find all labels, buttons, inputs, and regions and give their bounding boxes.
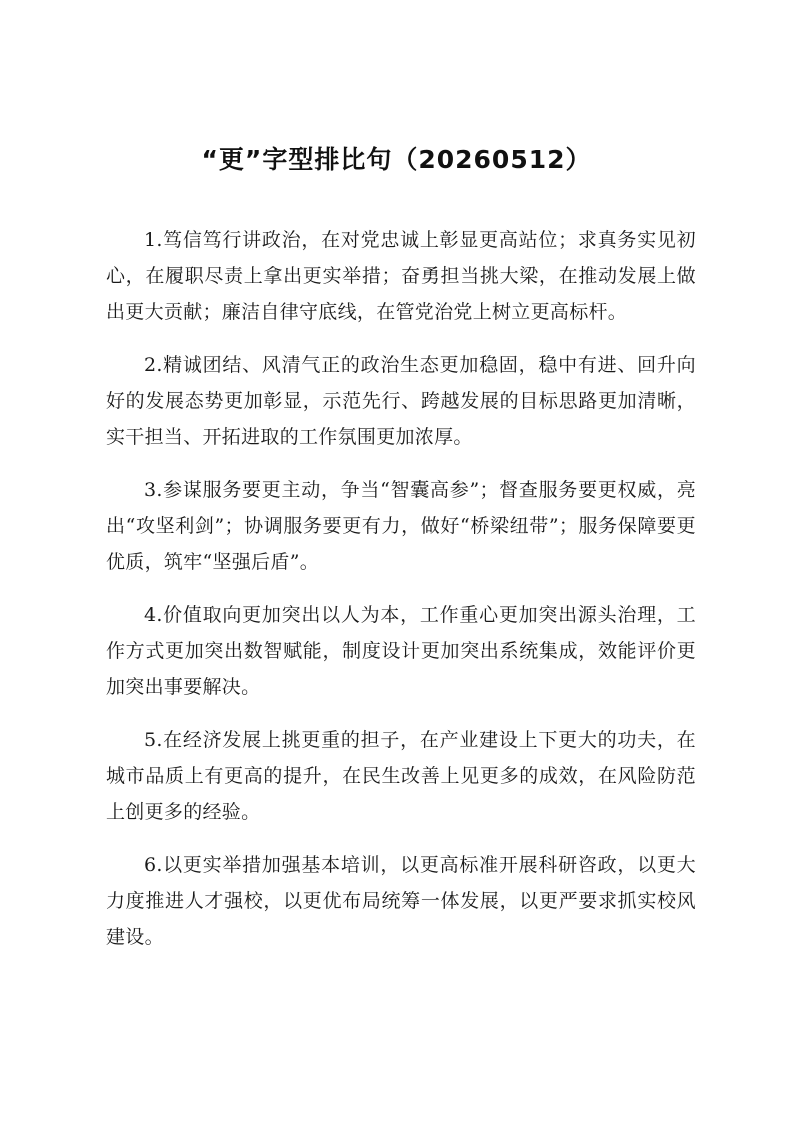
paragraph-5: 5.在经济发展上挑更重的担子，在产业建设上下更大的功夫，在城市品质上有更高的提升，在民生改善上见更多的成效，在风险防范上创更多的经验。 — [106, 729, 696, 823]
paragraph-3: 3.参谋服务要更主动，争当“智囊高参”；督查服务要更权威，亮出“攻坚利剑”；协调服务要更有力，做好“桥梁纽带”；服务保障要更优质，筑牢“坚强后盾”。 — [106, 479, 696, 573]
paragraph-6: 6.以更实举措加强基本培训，以更高标准开展科研咨政，以更大力度推进人才强校，以更优布局统筹一体发展，以更严要求抓实校风建设。 — [106, 854, 696, 948]
paragraph-2: 2.精诚团结、风清气正的政治生态更加稳固，稳中有进、回升向好的发展态势更加彰显，示范先行、跨越发展的目标思路更加清晰，实干担当、开拓进取的工作氛围更加浓厚。 — [106, 354, 696, 448]
paragraph-4: 4.价值取向更加突出以人为本，工作重心更加突出源头治理，工作方式更加突出数智赋能，制度设计更加突出系统集成，效能评价更加突出事要解决。 — [106, 604, 696, 698]
document-title: “更”字型排比句（20260512） — [201, 145, 592, 174]
paragraph-1: 1.笃信笃行讲政治，在对党忠诚上彰显更高站位；求真务实见初心，在履职尽责上拿出更实举措；奋勇担当挑大梁，在推动发展上做出更大贡献；廉洁自律守底线，在管党治党上树立更高标杆。 — [106, 229, 696, 323]
document-body — [106, 222, 696, 972]
